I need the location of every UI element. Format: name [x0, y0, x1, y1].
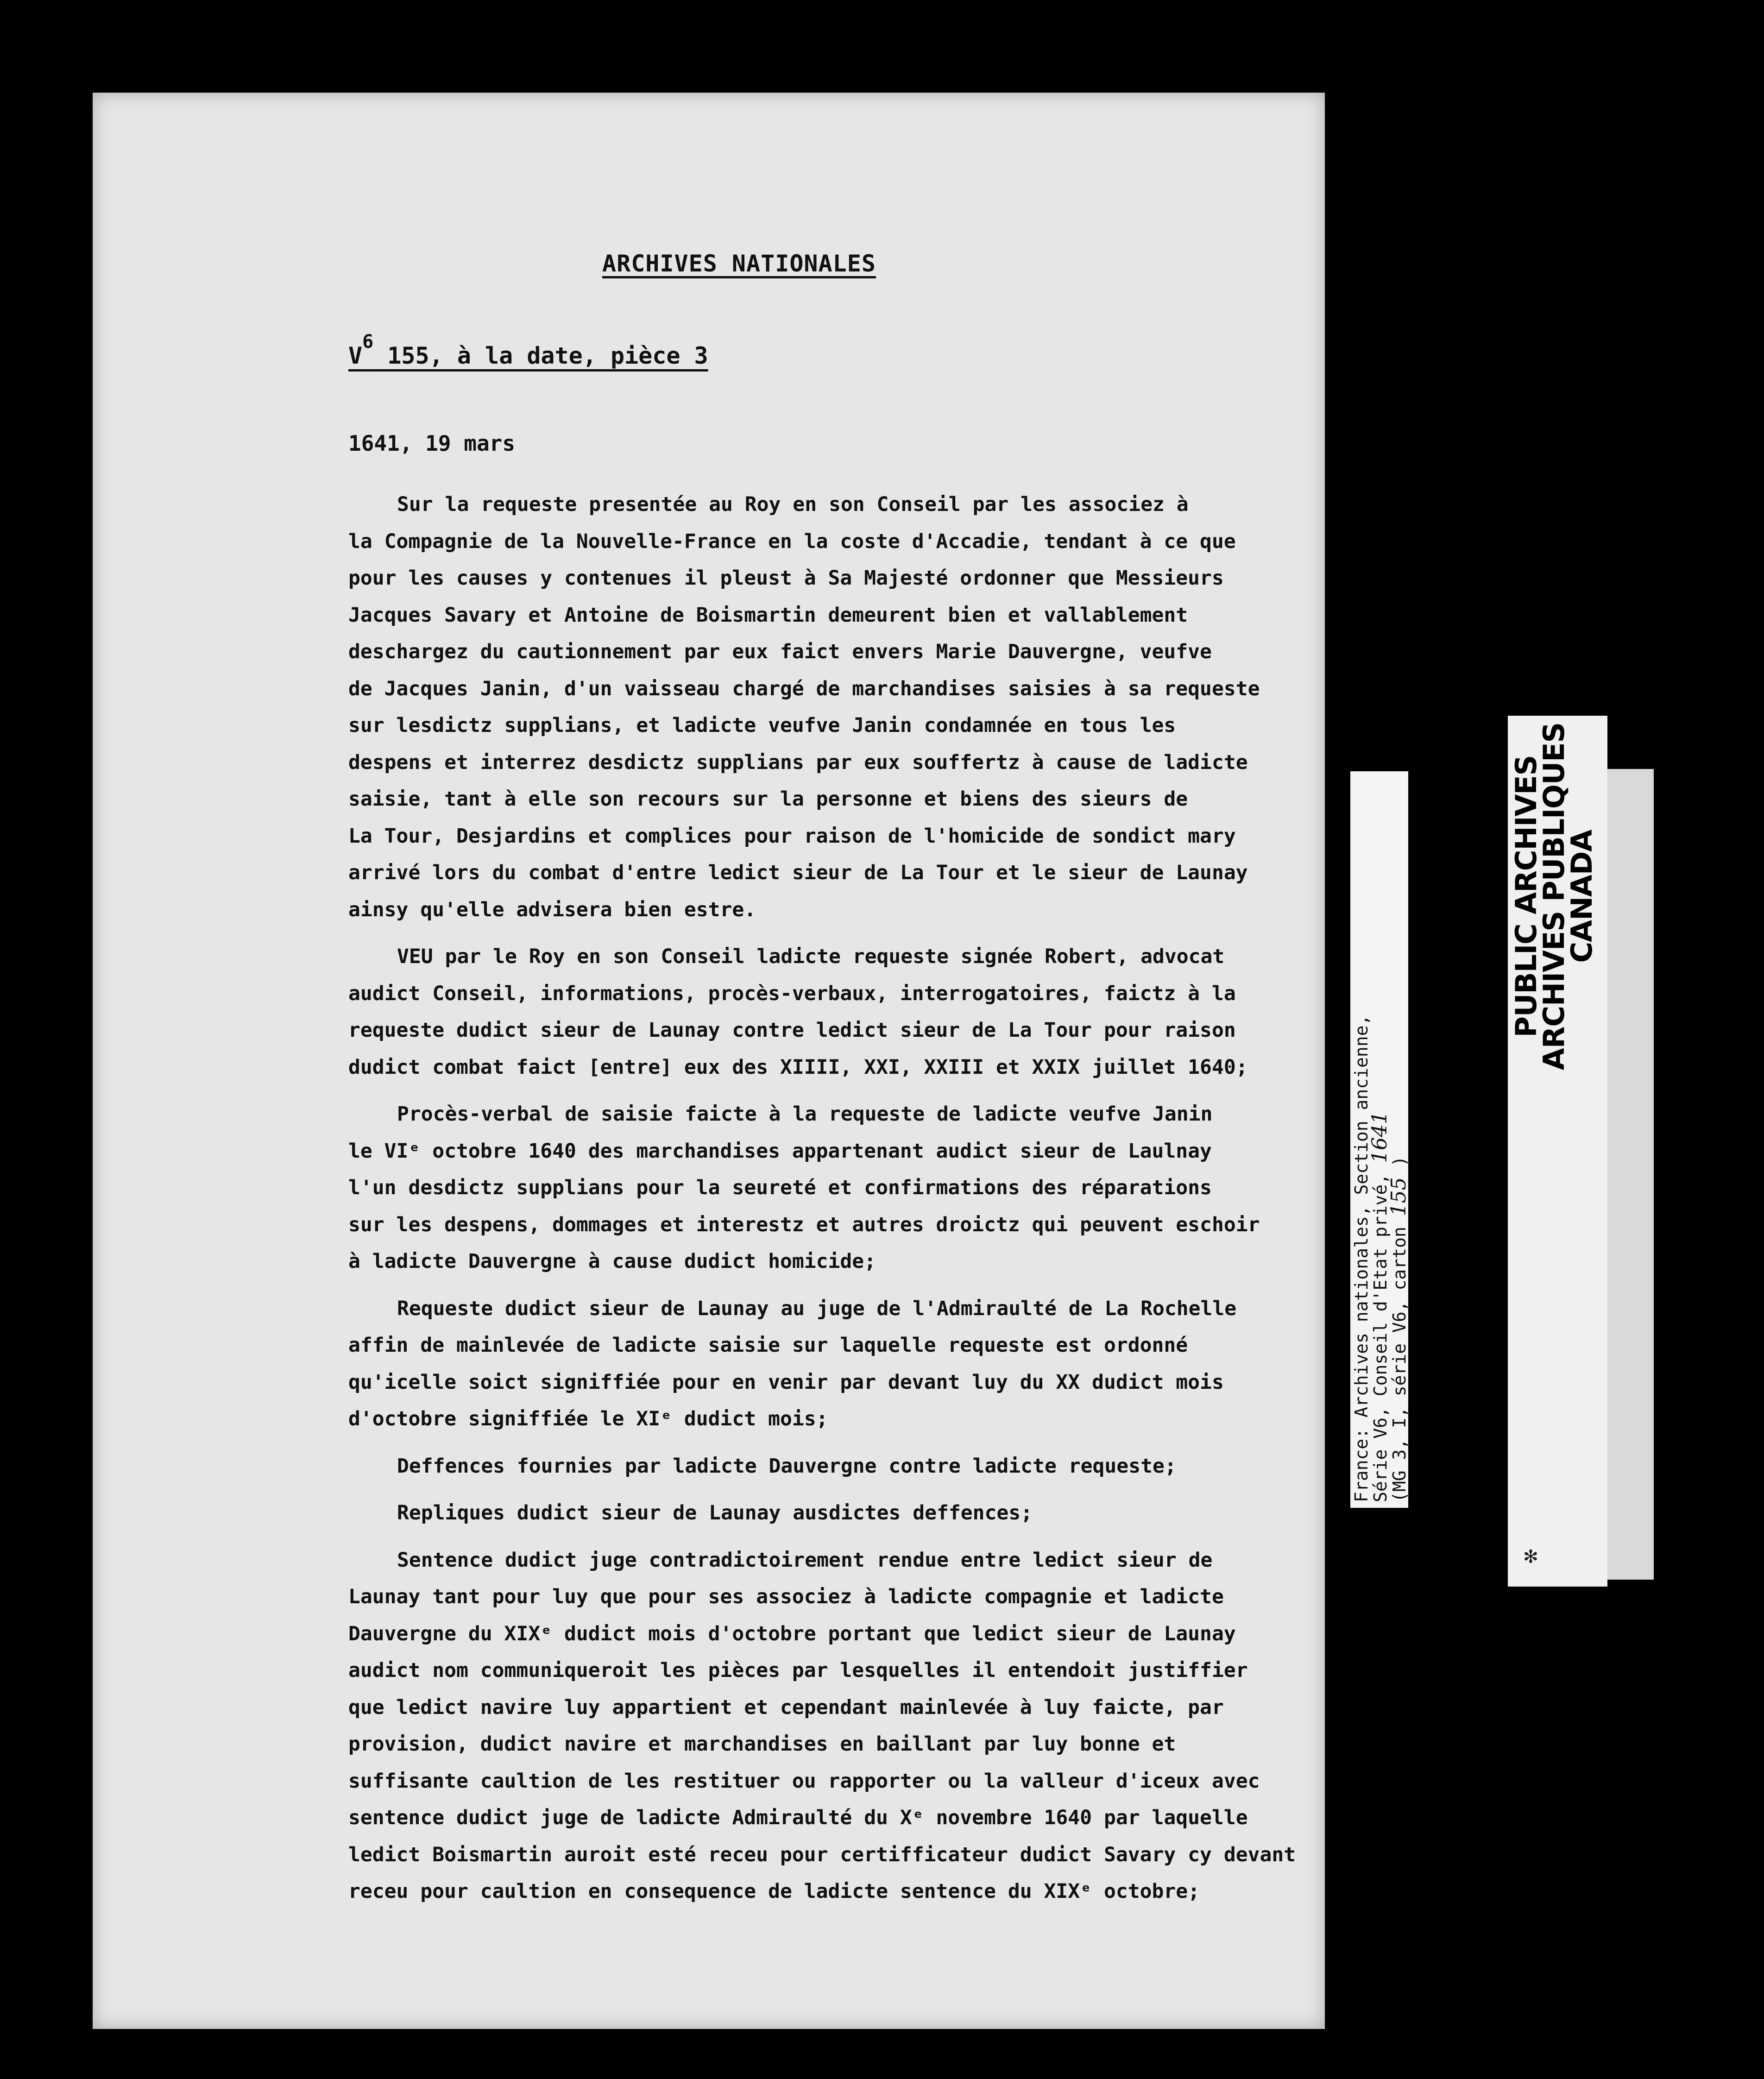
stamp-card-edge	[1607, 769, 1654, 1580]
archives-stamp-card	[1508, 716, 1607, 1587]
text-line: Requeste dudict sieur de Launay au juge de l'Admiraulté de La Rochelle	[397, 1297, 1237, 1320]
paragraph	[348, 1448, 1340, 1485]
handwritten-year: 1641	[1368, 1111, 1392, 1163]
handwritten-carton: 155	[1387, 1177, 1411, 1216]
text-line: sur les despens, dommages et interestz et autres droictz qui peuvent eschoir	[348, 1213, 1260, 1236]
label-series: Série V6, Conseil d'Etat privé,	[1370, 1163, 1391, 1502]
text-line: de Jacques Janin, d'un vaisseau chargé de marchandises saisies à sa requeste	[348, 677, 1260, 700]
text-line: pour les causes y contenues il pleust à Sa Majesté ordonner que Messieurs	[348, 567, 1224, 590]
text-line: sur lesdictz supplians, et ladicte veufve Janin condamnée en tous les	[348, 714, 1176, 737]
document-body	[348, 486, 1340, 1921]
label-close: )	[1389, 1156, 1410, 1178]
reference-prefix: V	[348, 342, 363, 369]
document-date: 1641, 19 mars	[348, 431, 516, 456]
text-line: Launay tant pour luy que pour ses associez à ladicte compagnie et ladicte	[348, 1585, 1224, 1608]
text-line: VEU par le Roy en son Conseil ladicte requeste signée Robert, advocat	[397, 945, 1225, 968]
text-line: ainsy qu'elle advisera bien estre.	[348, 898, 756, 921]
text-line: d'octobre signiffiée le XIᵉ dudict mois;	[348, 1407, 828, 1430]
stamp-line-3: CANADA	[1565, 830, 1599, 963]
label-line-1: France: Archives nationales, Section ancienne,	[1351, 1014, 1372, 1502]
paragraph	[348, 1096, 1340, 1280]
stamp-mark-icon: ✻	[1524, 1543, 1537, 1569]
text-line: que ledict navire luy appartient et cependant mainlevée à luy faicte, par	[348, 1695, 1224, 1719]
text-line: suffisante caultion de les restituer ou rapporter ou la valleur d'iceux avec	[348, 1769, 1260, 1793]
text-line: sentence dudict juge de ladicte Admiraulté du Xᵉ novembre 1640 par laquelle	[348, 1806, 1248, 1829]
paragraph	[348, 939, 1340, 1086]
text-line: Deffences fournies par ladicte Dauvergne contre ladicte requeste;	[397, 1454, 1177, 1478]
stamp-line-2: ARCHIVES PUBLIQUES	[1537, 722, 1571, 1071]
archive-reference	[348, 331, 708, 369]
text-line: Dauvergne du XIXᵉ dudict mois d'octobre portant que ledict sieur de Launay	[348, 1622, 1236, 1645]
archive-label-text	[1350, 771, 1411, 1508]
text-line: à ladicte Dauvergne à cause dudict homicide;	[348, 1250, 876, 1273]
archive-label-card	[1350, 771, 1411, 1508]
text-line: Sentence dudict juge contradictoirement rendue entre ledict sieur de	[397, 1548, 1213, 1572]
text-line: arrivé lors du combat d'entre ledict sieur de La Tour et le sieur de Launay	[348, 861, 1248, 884]
text-line: Procès-verbal de saisie faicte à la requeste de ladicte veufve Janin	[397, 1102, 1213, 1126]
paragraph	[348, 1291, 1340, 1438]
text-line: Jacques Savary et Antoine de Boismartin demeurent bien et vallablement	[348, 603, 1188, 627]
text-line: la Compagnie de la Nouvelle-France en la coste d'Accadie, tendant à ce que	[348, 529, 1236, 553]
reference-superscript: 6	[362, 331, 374, 353]
text-line: ledict Boismartin auroit esté receu pour certifficateur dudict Savary cy devant	[348, 1843, 1296, 1866]
text-line: Repliques dudict sieur de Launay ausdictes deffences;	[397, 1501, 1033, 1525]
archives-stamp	[1509, 572, 1612, 1221]
label-line-3	[1387, 777, 1411, 1502]
label-line-2	[1368, 777, 1392, 1502]
text-line: le VIᵉ octobre 1640 des marchandises appartenant audict sieur de Laulnay	[348, 1139, 1212, 1163]
text-line: dudict combat faict [entre] eux des XIIII, XXI, XXIII et XXIX juillet 1640;	[348, 1055, 1248, 1079]
text-line: provision, dudict navire et marchandises en baillant par luy bonne et	[348, 1732, 1176, 1756]
reference-rest: 155, à la date, pièce 3	[373, 342, 708, 369]
paragraph	[348, 486, 1340, 928]
text-line: La Tour, Desjardins et complices pour raison de l'homicide de sondict mary	[348, 824, 1236, 848]
text-line: deschargez du cautionnement par eux faict envers Marie Dauvergne, veufve	[348, 640, 1212, 663]
page-header: ARCHIVES NATIONALES	[602, 250, 876, 277]
paragraph	[348, 1495, 1340, 1532]
text-line: qu'icelle soict signiffiée pour en venir par devant luy du XX dudict mois	[348, 1370, 1224, 1394]
text-line: requeste dudict sieur de Launay contre ledict sieur de La Tour pour raison	[348, 1019, 1236, 1042]
paragraph	[348, 1542, 1340, 1910]
text-line: audict nom communiqueroit les pièces par lesquelles il entendoit justiffier	[348, 1659, 1248, 1682]
text-line: despens et interrez desdictz supplians par eux souffertz à cause de ladicte	[348, 750, 1248, 774]
text-line: affin de mainlevée de ladicte saisie sur laquelle requeste est ordonné	[348, 1334, 1188, 1357]
text-line: Sur la requeste presentée au Roy en son Conseil par les associez à	[397, 493, 1189, 516]
text-line: l'un desdictz supplians pour la seureté et confirmations des réparations	[348, 1176, 1212, 1199]
text-line: audict Conseil, informations, procès-verbaux, interrogatoires, faictz à la	[348, 982, 1236, 1005]
text-line: saisie, tant à elle son recours sur la personne et biens des sieurs de	[348, 788, 1188, 811]
label-mg: (MG 3, I, série V6, carton	[1389, 1216, 1410, 1502]
text-line: receu pour caultion en consequence de ladicte sentence du XIXᵉ octobre;	[348, 1880, 1200, 1903]
stamp-line-1: PUBLIC ARCHIVES	[1509, 755, 1543, 1038]
